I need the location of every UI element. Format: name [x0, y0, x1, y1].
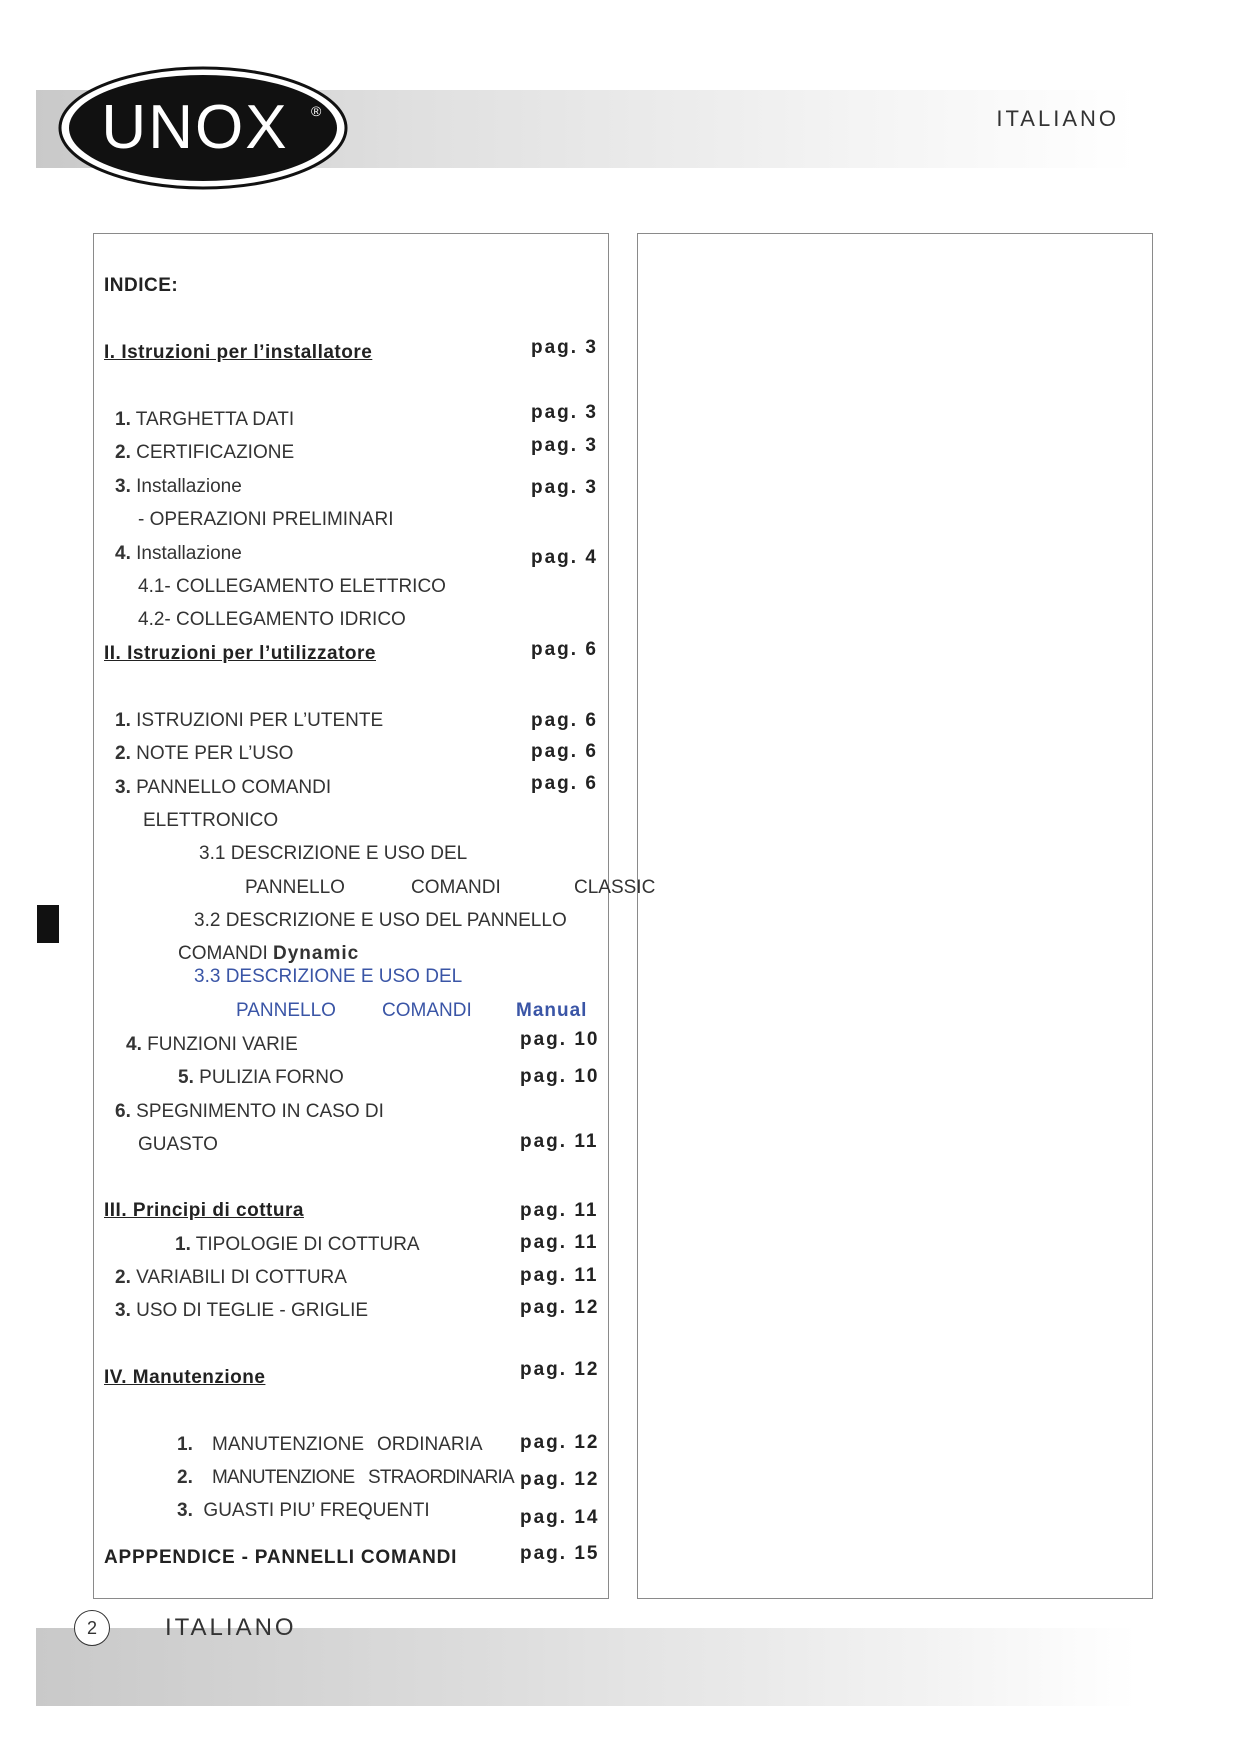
toc-item[interactable]: 2. CERTIFICAZIONE — [115, 442, 295, 463]
empty-box — [637, 233, 1153, 1599]
toc-item-page: pag. 6 — [531, 710, 598, 731]
toc-item[interactable]: 2. NOTE PER L’USO — [115, 743, 294, 764]
toc-item-page: pag. 3 — [531, 477, 598, 498]
toc-item-page: pag. 12 — [520, 1432, 600, 1453]
toc-item-page: pag. 3 — [531, 402, 598, 423]
toc-item[interactable]: 1. — [177, 1434, 193, 1455]
header-language: ITALIANO — [996, 106, 1119, 131]
toc-item[interactable]: 3. Installazione — [115, 476, 242, 497]
toc-item[interactable]: 1. ISTRUZIONI PER L’UTENTE — [115, 710, 384, 731]
toc-item-page: pag. 6 — [531, 773, 598, 794]
toc-subitem[interactable]: COMANDI — [411, 877, 501, 898]
toc-item-page: pag. 10 — [520, 1066, 600, 1087]
unox-logo — [57, 66, 349, 190]
section-2-page: pag. 6 — [531, 639, 598, 660]
toc-subitem[interactable]: 4.2- COLLEGAMENTO IDRICO — [138, 609, 406, 630]
section-3-title[interactable]: III. Principi di cottura — [104, 1200, 304, 1221]
toc-item-page: pag. 10 — [520, 1029, 600, 1050]
section-3-page: pag. 11 — [520, 1200, 599, 1221]
section-1-title[interactable]: I. Istruzioni per l’installatore — [104, 342, 373, 363]
section-2-title[interactable]: II. Istruzioni per l’utilizzatore — [104, 643, 376, 664]
toc-item[interactable]: 1. TIPOLOGIE DI COTTURA — [175, 1234, 420, 1255]
page-number: 2 — [74, 1610, 110, 1646]
toc-item-page: pag. 11 — [520, 1131, 599, 1152]
toc-title: INDICE: — [104, 275, 179, 296]
toc-subitem[interactable]: 3.1 DESCRIZIONE E USO DEL — [199, 843, 468, 864]
toc-subitem[interactable]: PANNELLO — [236, 1000, 336, 1021]
toc-subitem[interactable]: GUASTO — [138, 1134, 218, 1155]
logo-text: UNOX — [101, 93, 289, 162]
toc-item-page: pag. 4 — [531, 547, 598, 568]
toc-subitem[interactable]: MANUTENZIONE — [212, 1467, 355, 1488]
section-1-page: pag. 3 — [531, 337, 598, 358]
toc-subitem[interactable]: 3.3 DESCRIZIONE E USO DEL — [194, 966, 463, 987]
toc-subitem[interactable]: COMANDI Dynamic — [178, 943, 360, 964]
toc-item[interactable]: 3. USO DI TEGLIE - GRIGLIE — [115, 1300, 369, 1321]
toc-item[interactable]: 4. FUNZIONI VARIE — [126, 1034, 298, 1055]
toc-item-page: pag. 14 — [520, 1507, 600, 1528]
toc-subitem[interactable]: 4.1- COLLEGAMENTO ELETTRICO — [138, 576, 446, 597]
toc-subitem[interactable]: STRAORDINARIA — [368, 1467, 514, 1488]
toc-item-page: pag. 11 — [520, 1232, 599, 1253]
appendix-title[interactable]: APPPENDICE - PANNELLI COMANDI — [104, 1547, 458, 1568]
toc-subitem[interactable]: ELETTRONICO — [143, 810, 279, 831]
section-tab-marker — [37, 905, 59, 943]
toc-subitem[interactable]: 3.2 DESCRIZIONE E USO DEL PANNELLO — [194, 910, 567, 931]
toc-subitem[interactable]: PANNELLO — [245, 877, 345, 898]
toc-subitem[interactable]: COMANDI — [382, 1000, 472, 1021]
toc-item[interactable]: 2. — [177, 1467, 193, 1488]
toc-subitem[interactable]: ORDINARIA — [377, 1434, 483, 1455]
logo-mark: ® — [311, 103, 322, 119]
footer-language: ITALIANO — [165, 1614, 297, 1641]
toc-item[interactable]: 5. PULIZIA FORNO — [178, 1067, 344, 1088]
toc-item[interactable]: 3. GUASTI PIU’ FREQUENTI — [177, 1500, 430, 1521]
toc-item[interactable]: 2. VARIABILI DI COTTURA — [115, 1267, 347, 1288]
appendix-page: pag. 15 — [520, 1543, 600, 1564]
toc-subitem[interactable]: Manual — [516, 1000, 588, 1021]
toc-item[interactable]: 4. Installazione — [115, 543, 242, 564]
section-4-page: pag. 12 — [520, 1359, 600, 1380]
section-4-title[interactable]: IV. Manutenzione — [104, 1367, 266, 1388]
toc-item-page: pag. 6 — [531, 741, 598, 762]
toc-item-page: pag. 12 — [520, 1297, 600, 1318]
toc-item-page: pag. 3 — [531, 435, 598, 456]
toc-item-page: pag. 11 — [520, 1265, 599, 1286]
toc-subitem[interactable]: CLASSIC — [574, 877, 656, 898]
toc-item[interactable]: 6. SPEGNIMENTO IN CASO DI — [115, 1101, 384, 1122]
toc-subitem[interactable]: MANUTENZIONE — [212, 1434, 364, 1455]
toc-subitem[interactable]: - OPERAZIONI PRELIMINARI — [138, 509, 394, 530]
toc-item[interactable]: 3. PANNELLO COMANDI — [115, 777, 332, 798]
toc-item[interactable]: 1. TARGHETTA DATI — [115, 409, 295, 430]
toc-item-page: pag. 12 — [520, 1469, 600, 1490]
